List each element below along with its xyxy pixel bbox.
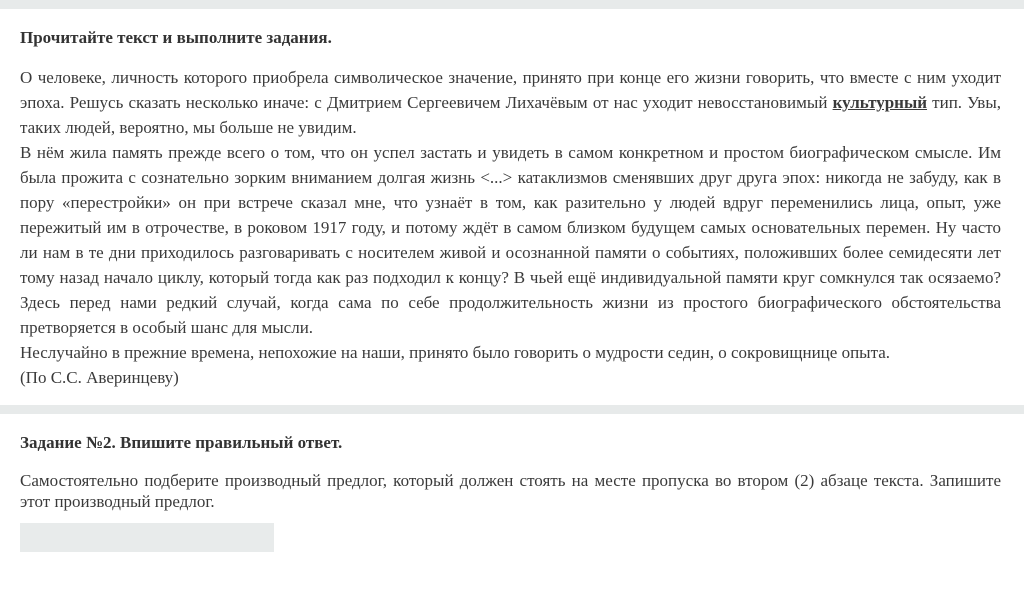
reading-instruction: Прочитайте текст и выполните задания. [20,28,332,47]
highlighted-word: культурный [832,93,928,112]
paragraph-3: Неслучайно в прежние времена, непохожие на наши, принято было говорить о мудрости седин, о сокровищнице опыта. [20,343,891,362]
paragraph-1-start: О человеке, личность которого приобрела символическое значение, принято при конце его жизни говорить, что вместе с ним уходит эпоха. Решусь сказать несколько иначе: с Дмитрием Сергеевичем Лихачёвым от нас уходит невосстановимый [20,68,1001,112]
task-description: Самостоятельно подберите производный предлог, который должен стоять на месте пропуска во втором (2) абзаце текста. Запишите этот производный предлог. [20,471,1001,511]
top-divider [0,0,1024,9]
source-attribution: (По С.С. Аверинцеву) [20,368,179,387]
task-section [20,431,1001,529]
paragraph-1 [20,65,1001,140]
section-divider [0,405,1024,414]
reading-section [20,26,1001,390]
answer-input[interactable] [20,523,274,552]
task-title: Задание №2. Впишите правильный ответ. [20,433,343,452]
paragraph-2: В нём жила память прежде всего о том, что он успел застать и увидеть в самом конкретном и простом биографическом смысле. Им была прожита с сознательно зорким вниманием долгая жизнь <...> катаклизмов сменявших друг друга эпох: никогда не забуду, как в пору «перестройки» он при встрече сказал мне, что узнаёт в том, как разительно у людей вдруг переменились лица, опыт, уже пережитый им в отрочестве, в роковом 1917 году, и потому ждёт в самом близком будущем самых основательных перемен. Ну часто ли нам в те дни приходилось разговаривать с носителем живой и осознанной памяти о событиях, положивших более семидесяти лет тому назад начало циклу, который тогда как раз подходил к концу? В чьей ещё индивидуальной памяти круг сомкнулся так осязаемо? Здесь перед нами редкий случай, когда сама по себе продолжительность жизни из простого биографического обстоятельства претворяется в особый шанс для мысли. [20,143,1001,337]
paragraph-1-end: тип. Увы, таких людей, вероятно, мы больше не увидим. [20,93,1001,137]
